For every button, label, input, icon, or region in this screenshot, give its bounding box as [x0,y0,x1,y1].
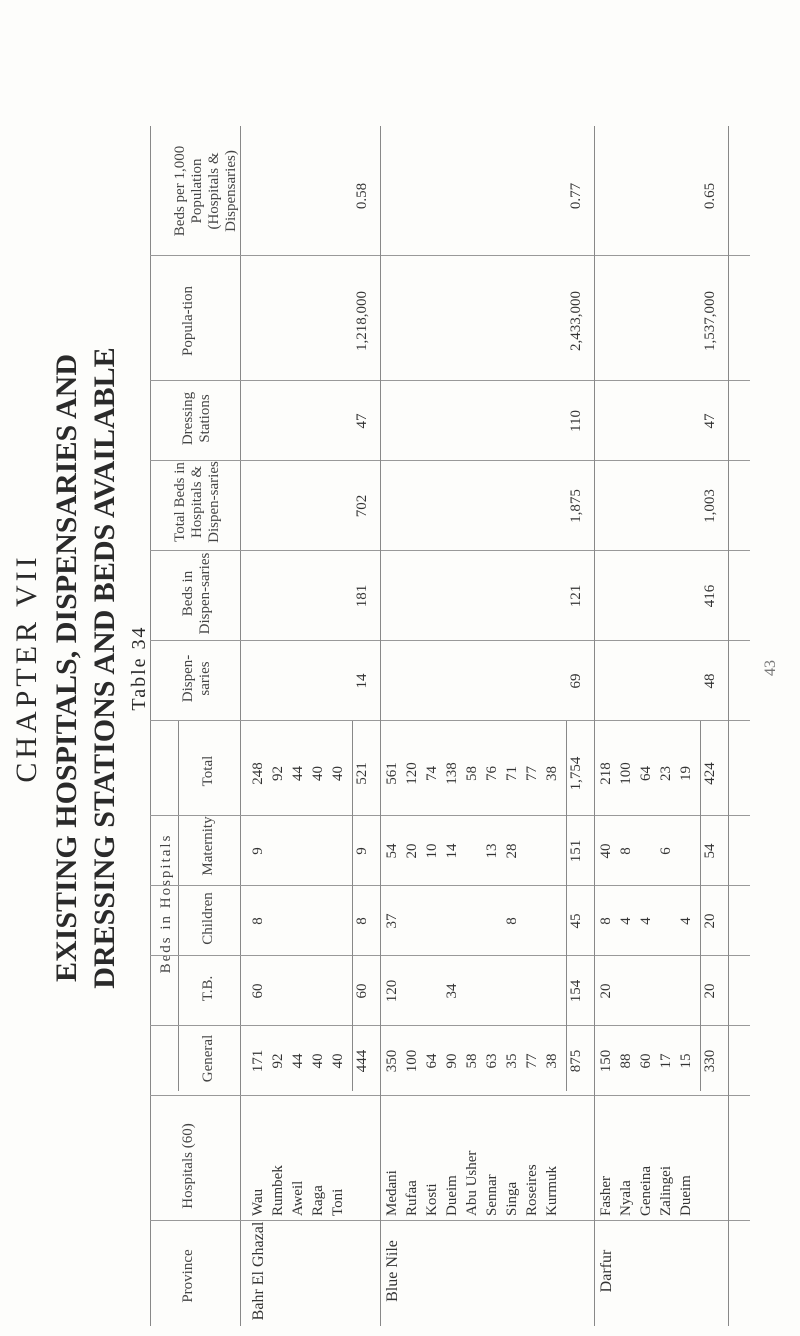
maternity-beds: 8 [618,847,634,855]
general-beds: 350 [384,1049,400,1073]
hospital-name: Abu Usher [464,1150,480,1216]
hospital-name: Raga [310,1185,326,1216]
hospital-total-beds: 218 [598,762,614,785]
rule-vertical [150,720,750,721]
general-beds: 150 [598,1049,614,1073]
general-beds: 40 [330,1053,346,1069]
tb-beds: 120 [384,979,400,1003]
hospital-total-beds: 74 [424,766,440,781]
children-subtotal: 8 [354,917,370,925]
rule-horizontal [566,721,567,1091]
dressing-stations: 47 [354,413,370,429]
hospital-name: Kurmuk [544,1166,560,1216]
rule-horizontal [380,126,381,1326]
rule-vertical [150,955,750,956]
beds-dispensaries-header: Beds in Dispen-saries [180,552,213,635]
hospital-total-beds: 71 [504,766,520,781]
general-subtotal: 444 [354,1049,370,1073]
general-beds: 44 [290,1053,306,1069]
children-header: Children [200,892,216,945]
rule-horizontal [240,126,241,1326]
maternity-beds: 13 [484,843,500,859]
province-header: Province [180,1249,196,1303]
hospital-name: Sennar [484,1174,500,1216]
province-name: Bahr El Ghazal [250,1221,267,1321]
population: 2,433,000 [568,291,584,351]
maternity-subtotal: 54 [702,843,718,859]
tb-header: T.B. [200,975,216,1002]
hospital-total-beds: 138 [444,762,460,785]
province-name: Blue Nile [384,1240,401,1302]
rule-vertical [150,885,750,886]
maternity-beds: 10 [424,843,440,859]
hospital-total-beds: 248 [250,762,266,785]
total-beds: 1,003 [702,489,718,523]
rule-horizontal [150,126,151,1326]
hospital-name: Toni [330,1188,346,1216]
chapter-heading: CHAPTER VII [10,553,43,783]
general-beds: 100 [404,1049,420,1073]
hospital-total-beds: 44 [290,766,306,781]
province-name: Darfur [598,1249,615,1293]
hospital-total-beds: 19 [678,766,694,781]
tb-subtotal: 20 [702,983,718,999]
hospital-name: Nyala [618,1180,634,1216]
hospital-total-beds: 92 [270,766,286,781]
hospital-name: Wau [250,1188,266,1216]
dispensary-beds: 416 [702,584,718,608]
rule-vertical [150,460,750,461]
hospital-name: Dueim [444,1175,460,1216]
general-beds: 88 [618,1053,634,1069]
dressing-stations: 110 [568,410,584,432]
children-subtotal: 45 [568,913,584,929]
hospital-name: Medani [384,1170,400,1216]
maternity-beds: 28 [504,843,520,859]
hospital-name: Roseires [524,1164,540,1216]
children-beds: 8 [250,917,266,925]
hospital-total-beds: 40 [330,766,346,781]
hospital-name: Rumbek [270,1165,286,1216]
general-beds: 92 [270,1053,286,1069]
tb-subtotal: 60 [354,983,370,999]
tb-beds: 60 [250,983,266,999]
rule-vertical [150,550,750,551]
population: 1,218,000 [354,291,370,351]
maternity-subtotal: 9 [354,847,370,855]
hospital-name: Fasher [598,1176,614,1216]
hospital-name: Kosti [424,1183,440,1216]
general-beds: 171 [250,1049,266,1073]
maternity-header: Maternity [200,816,216,876]
rule-vertical [150,1095,750,1096]
general-header: General [200,1034,216,1083]
rule-horizontal [728,126,729,1326]
rule-vertical [150,255,750,256]
children-beds: 4 [638,917,654,925]
tb-beds: 20 [598,983,614,999]
beds-per-thousand: 0.65 [702,182,718,210]
dispensaries-header: Dispen-saries [180,654,213,703]
general-beds: 58 [464,1053,480,1069]
maternity-beds: 54 [384,843,400,859]
general-beds: 38 [544,1053,560,1069]
general-beds: 40 [310,1053,326,1069]
hospital-name: Dueim [678,1175,694,1216]
hospital-total-beds: 58 [464,766,480,781]
dispensaries-count: 14 [354,673,370,689]
children-beds: 8 [504,917,520,925]
hospital-beds-subtotal: 521 [354,762,370,785]
dressing-header: Dressing Stations [180,391,213,446]
general-beds: 63 [484,1053,500,1069]
total-header: Total [200,755,216,787]
hospital-name: Geneina [638,1166,654,1216]
rule-vertical [150,1220,750,1221]
children-beds: 37 [384,913,400,929]
tb-beds: 34 [444,983,460,999]
page-number: 43 [762,660,779,676]
hospital-total-beds: 40 [310,766,326,781]
maternity-beds: 20 [404,843,420,859]
total-beds-header: Total Beds in Hospitals & Dispen-saries [172,461,222,543]
hospital-total-beds: 76 [484,766,500,781]
dispensaries-count: 69 [568,673,584,689]
general-beds: 90 [444,1053,460,1069]
hospital-name: Aweil [290,1180,306,1216]
title-line-1: EXISTING HOSPITALS, DISPENSARIES AND [50,354,83,982]
hospital-total-beds: 100 [618,762,634,785]
general-beds: 17 [658,1053,674,1069]
general-beds: 35 [504,1053,520,1069]
hospital-total-beds: 23 [658,766,674,781]
beds-per-thousand: 0.77 [568,182,584,210]
hospital-total-beds: 64 [638,766,654,781]
title-line-2: DRESSING STATIONS AND BEDS AVAILABLE [88,347,121,989]
hospital-total-beds: 38 [544,766,560,781]
hospital-name: Zalingei [658,1166,674,1216]
general-beds: 77 [524,1053,540,1069]
dispensary-beds: 181 [354,584,370,608]
hospital-total-beds: 561 [384,762,400,785]
maternity-beds: 14 [444,843,460,859]
dressing-stations: 47 [702,413,718,429]
rule-horizontal [594,126,595,1326]
maternity-beds: 6 [658,847,674,855]
total-beds: 702 [354,494,370,518]
hospital-name: Singa [504,1181,520,1216]
beds-in-hospitals-header: Beds in Hospitals [158,833,174,974]
maternity-beds: 40 [598,843,614,859]
rule-horizontal [352,721,353,1091]
rule-horizontal [700,721,701,1091]
dispensary-beds: 121 [568,584,584,608]
hospital-beds-subtotal: 424 [702,762,718,785]
hospital-total-beds: 120 [404,762,420,785]
general-beds: 15 [678,1053,694,1069]
hospitals-header: Hospitals (60) [180,1123,196,1209]
rule-vertical [150,380,750,381]
general-subtotal: 875 [568,1049,584,1073]
children-subtotal: 20 [702,913,718,929]
rule-vertical [150,815,750,816]
rule-vertical [150,1025,750,1026]
beds-per-header: Beds per 1,000 Population (Hospitals & Dispensaries) [172,145,239,237]
hospital-total-beds: 77 [524,766,540,781]
population-header: Popula-tion [180,286,196,356]
general-beds: 60 [638,1053,654,1069]
table-label: Table 34 [128,625,150,711]
rule-horizontal [178,721,179,1091]
general-beds: 64 [424,1053,440,1069]
children-beds: 4 [678,917,694,925]
population: 1,537,000 [702,291,718,351]
children-beds: 4 [618,917,634,925]
rule-vertical [150,640,750,641]
beds-per-thousand: 0.58 [354,182,370,210]
general-subtotal: 330 [702,1049,718,1073]
tb-subtotal: 154 [568,979,584,1003]
hospital-name: Rufaa [404,1180,420,1216]
maternity-subtotal: 151 [568,839,584,863]
hospital-beds-subtotal: 1,754 [568,756,584,791]
dispensaries-count: 48 [702,673,718,689]
children-beds: 8 [598,917,614,925]
total-beds: 1,875 [568,489,584,523]
maternity-beds: 9 [250,847,266,855]
